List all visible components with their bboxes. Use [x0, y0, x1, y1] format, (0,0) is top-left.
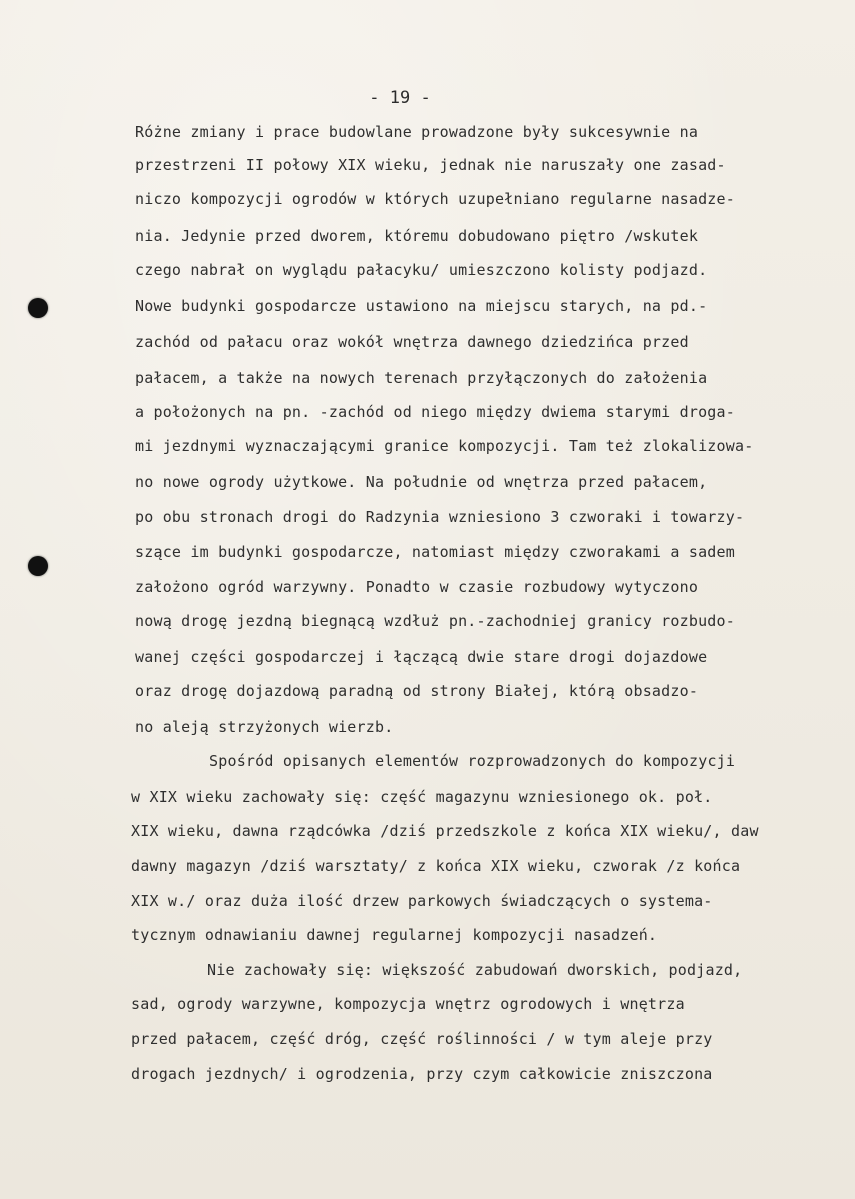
text-line: Nie zachowały się: większość zabudowań dworskich, podjazd,: [207, 961, 743, 979]
text-line: XIX w./ oraz duża ilość drzew parkowych świadczących o systema-: [131, 892, 713, 910]
text-line: przed pałacem, część dróg, część roślinności / w tym aleje przy: [131, 1030, 713, 1048]
text-line: po obu stronach drogi do Radzynia wzniesiono 3 czworaki i towarzy-: [135, 508, 745, 526]
text-line: nową drogę jezdną biegnącą wzdłuż pn.-zachodniej granicy rozbudo-: [135, 612, 735, 630]
text-line: zachód od pałacu oraz wokół wnętrza dawnego dziedzińca przed: [135, 333, 689, 351]
text-line: przestrzeni II połowy XIX wieku, jednak nie naruszały one zasad-: [135, 156, 726, 174]
text-line: pałacem, a także na nowych terenach przyłączonych do założenia: [135, 369, 708, 387]
text-line: tycznym odnawianiu dawnej regularnej kompozycji nasadzeń.: [131, 926, 658, 944]
punch-hole-top: [28, 298, 48, 318]
text-line: czego nabrał on wyglądu pałacyku/ umieszczono kolisty podjazd.: [135, 261, 708, 279]
text-line: a położonych na pn. -zachód od niego między dwiema starymi droga-: [135, 403, 735, 421]
page-number: - 19 -: [369, 88, 431, 108]
text-line: drogach jezdnych/ i ogrodzenia, przy czym całkowicie zniszczona: [131, 1065, 713, 1083]
text-line: no nowe ogrody użytkowe. Na południe od wnętrza przed pałacem,: [135, 473, 708, 491]
text-line: XIX wieku, dawna rządcówka /dziś przedszkole z końca XIX wieku/, daw: [131, 822, 759, 840]
text-line: w XIX wieku zachowały się: część magazynu wzniesionego ok. poł.: [131, 788, 713, 806]
text-line: niczo kompozycji ogrodów w których uzupełniano regularne nasadze-: [135, 190, 735, 208]
text-line: nia. Jedynie przed dworem, któremu dobudowano piętro /wskutek: [135, 227, 699, 245]
text-line: Różne zmiany i prace budowlane prowadzone były sukcesywnie na: [135, 123, 699, 141]
text-line: no aleją strzyżonych wierzb.: [135, 718, 394, 736]
text-line: założono ogród warzywny. Ponadto w czasie rozbudowy wytyczono: [135, 578, 699, 596]
text-line: sad, ogrody warzywne, kompozycja wnętrz ogrodowych i wnętrza: [131, 995, 685, 1013]
text-line: Nowe budynki gospodarcze ustawiono na miejscu starych, na pd.-: [135, 297, 708, 315]
text-line: mi jezdnymi wyznaczającymi granice kompozycji. Tam też zlokalizowa-: [135, 437, 754, 455]
text-line: dawny magazyn /dziś warsztaty/ z końca XIX wieku, czworak /z końca: [131, 857, 741, 875]
punch-hole-bottom: [28, 556, 48, 576]
text-line: oraz drogę dojazdową paradną od strony Białej, którą obsadzo-: [135, 682, 699, 700]
text-line: szące im budynki gospodarcze, natomiast między czworakami a sadem: [135, 543, 735, 561]
text-line: wanej części gospodarczej i łączącą dwie stare drogi dojazdowe: [135, 648, 708, 666]
text-line: Spośród opisanych elementów rozprowadzonych do kompozycji: [209, 752, 736, 770]
